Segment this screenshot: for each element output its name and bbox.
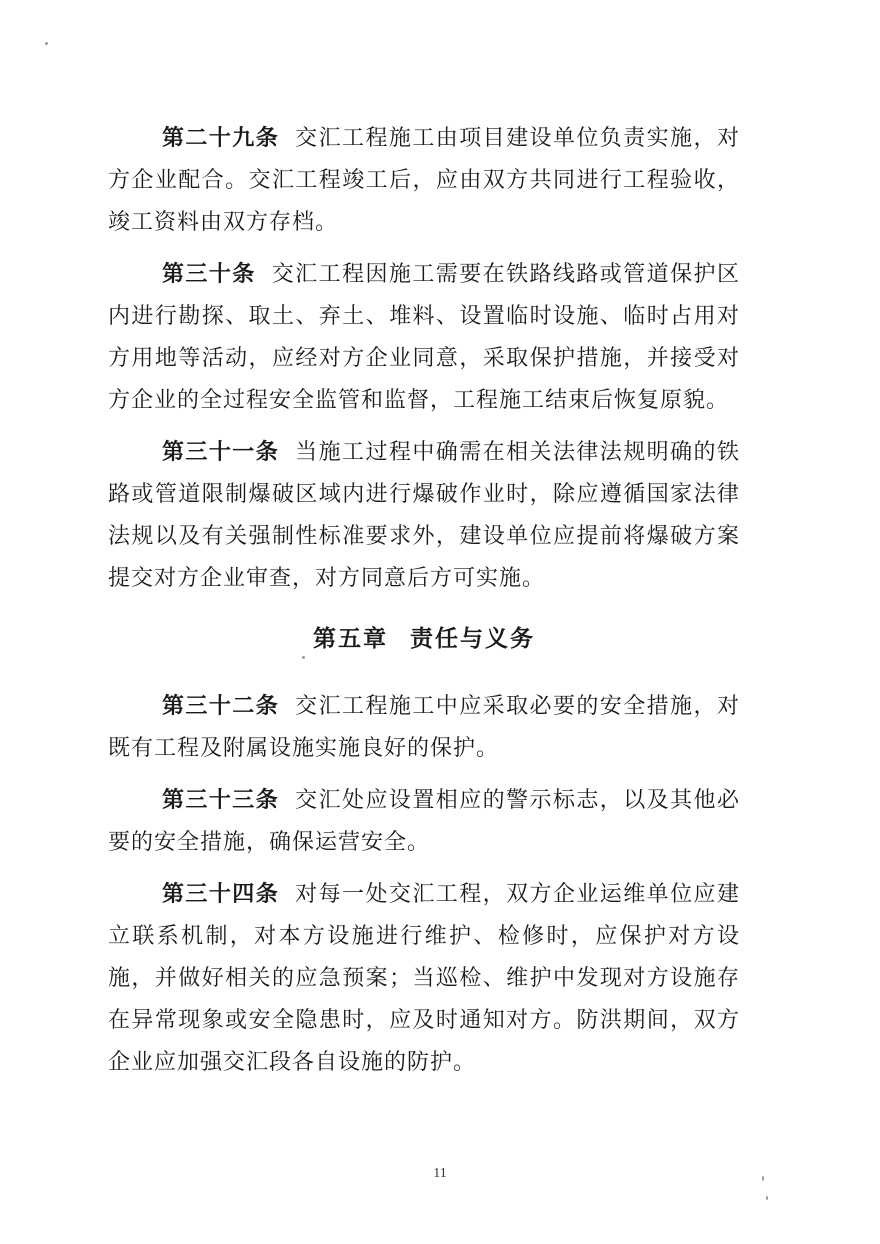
scan-speck	[45, 42, 48, 45]
article-text: 当施工过程中确需在相关法律法规明确的铁路或管道限制爆破区域内进行爆破作业时，除应遵循国家法律法规以及有关强制性标准要求外，建设单位应提前将爆破方案提交对方企业审查，对方同意后方可实施。	[108, 440, 740, 591]
article-text: 交汇工程因施工需要在铁路线路或管道保护区内进行勘探、取土、弃土、堆料、设置临时设施、临时占用对方用地等活动，应经对方企业同意，采取保护措施，并接受对方企业的全过程安全监管和监督，工程施工结束后恢复原貌。	[108, 262, 740, 413]
article-29	[108, 118, 740, 244]
article-label: 第三十条	[162, 262, 256, 287]
article-label: 第三十三条	[162, 788, 280, 813]
chapter-heading	[108, 618, 740, 660]
article-33	[108, 780, 740, 864]
article-label: 第二十九条	[162, 126, 280, 151]
article-text: 交汇处应设置相应的警示标志，以及其他必要的安全措施，确保运营安全。	[108, 788, 740, 855]
article-label: 第三十一条	[162, 440, 280, 465]
article-label: 第三十二条	[162, 694, 280, 719]
article-text: 交汇工程施工中应采取必要的安全措施，对既有工程及附属设施实施良好的保护。	[108, 694, 740, 761]
article-text: 交汇工程施工由项目建设单位负责实施，对方企业配合。交汇工程竣工后，应由双方共同进行工程验收，竣工资料由双方存档。	[108, 126, 740, 235]
article-text: 对每一处交汇工程，双方企业运维单位应建立联系机制，对本方设施进行维护、检修时，应保护对方设施，并做好相关的应急预案；当巡检、维护中发现对方设施存在异常现象或安全隐患时，应及时通知对方。防洪期间，双方企业应加强交汇段各自设施的防护。	[108, 882, 740, 1075]
article-32	[108, 686, 740, 770]
chapter-title: 责任与义务	[410, 626, 535, 652]
document-body	[108, 118, 740, 1094]
page-number: 11	[433, 1166, 447, 1181]
article-30	[108, 254, 740, 422]
scan-speck	[766, 1196, 768, 1200]
article-31	[108, 432, 740, 600]
article-34	[108, 874, 740, 1084]
article-label: 第三十四条	[162, 882, 280, 907]
chapter-number: 第五章	[313, 626, 388, 652]
